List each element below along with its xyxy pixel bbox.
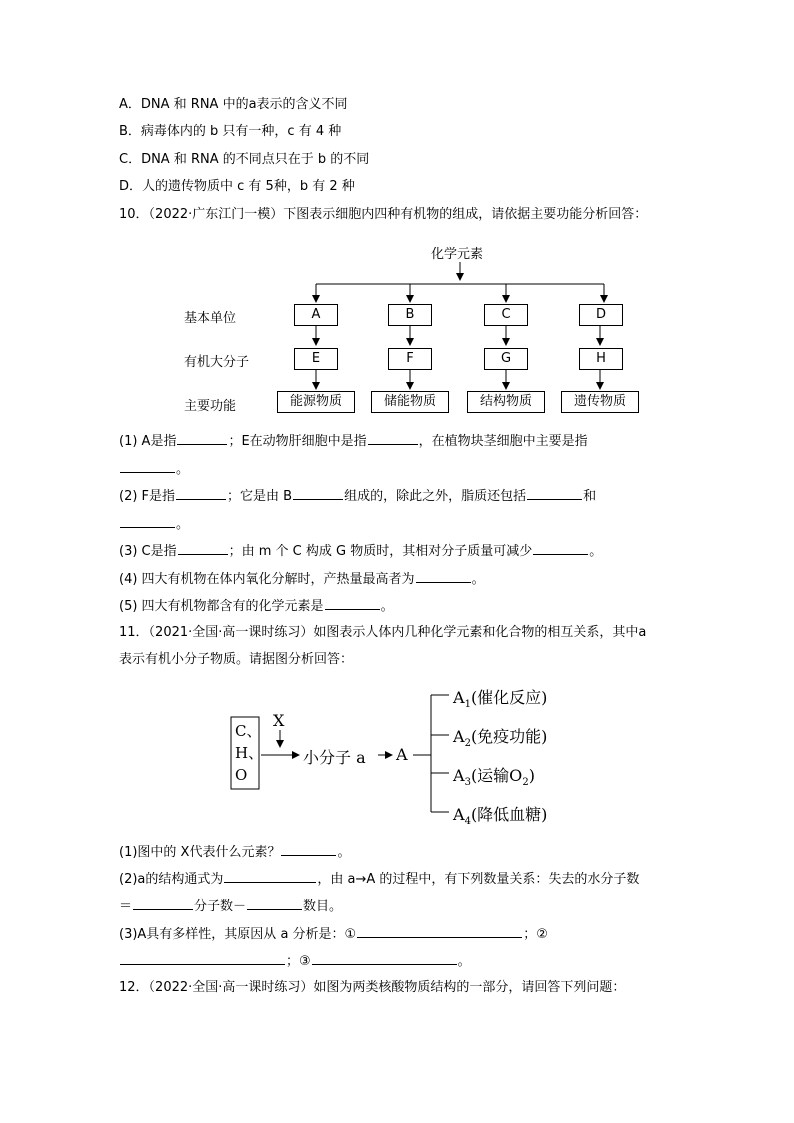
macro-box-h: H (579, 348, 623, 370)
small-molecule-a-label: 小分子 a (303, 748, 366, 767)
answer-blank[interactable] (357, 924, 522, 938)
branch-a4: $A_4$(降低血糖) (453, 805, 548, 828)
function-box-genetic: 遗传物质 (561, 391, 639, 413)
q11-sub2: (2)a的结构通式为 ，由 a→A 的过程中，有下列数量关系：失去的水分子数 (119, 869, 639, 889)
row-label-basic-unit: 基本单位 (184, 311, 237, 326)
q10-sub1: (1) A是指 ；E在动物肝细胞中是指 ，在植物块茎细胞中主要是指 (119, 431, 588, 451)
chem-elements-label: 化学元素 (431, 247, 484, 262)
unit-box-a: A (294, 304, 338, 326)
elements-box-text: C、 H、 O (235, 722, 264, 784)
q10-sub4: (4) 四大有机物在体内氧化分解时，产热量最高者为 。 (119, 569, 485, 589)
q11-header-line2: 表示有机小分子物质。请据图分析回答： (119, 652, 354, 667)
answer-blank[interactable] (120, 951, 285, 965)
macro-box-e: E (294, 348, 338, 370)
option-b: B．病毒体内的 b 只有一种，c 有 4 种 (119, 124, 342, 139)
row-label-function: 主要功能 (184, 399, 237, 414)
answer-blank[interactable] (224, 869, 316, 883)
answer-blank[interactable] (247, 896, 302, 910)
row-label-macromolecule: 有机大分子 (184, 355, 250, 370)
answer-blank[interactable] (281, 842, 336, 856)
q11-sub1: (1)图中的 X代表什么元素？ 。 (119, 842, 350, 862)
q11-sub2-cont: ＝ 分子数－ 数目。 (119, 896, 342, 916)
unit-box-c: C (484, 304, 528, 326)
option-a: A．DNA 和 RNA 中的a表示的含义不同 (119, 97, 348, 112)
q10-sub2: (2) F是指 ；它是由 B 组成的，除此之外，脂质还包括 和 (119, 486, 596, 506)
option-d: D．人的遗传物质中 c 有 5种，b 有 2 种 (119, 179, 355, 194)
q10-header: 10．（2022·广东江门一模）下图表示细胞内四种有机物的组成，请依据主要功能分析回答： (119, 207, 648, 222)
unit-box-b: B (388, 304, 432, 326)
branch-a3: $A_3$(运输$O_2$) (453, 766, 535, 789)
answer-blank[interactable] (133, 896, 193, 910)
q10-sub1-cont: 。 (119, 459, 189, 479)
function-box-storage: 储能物质 (371, 391, 449, 413)
q12-header: 12．（2022·全国·高一课时练习）如图为两类核酸物质结构的一部分，请回答下列问题： (119, 980, 626, 995)
function-box-energy: 能源物质 (277, 391, 355, 413)
q10-sub5: (5) 四大有机物都含有的化学元素是 。 (119, 596, 394, 616)
q11-sub3-cont: ；③ 。 (119, 951, 471, 971)
q10-sub2-cont: 。 (119, 514, 189, 534)
macro-box-f: F (388, 348, 432, 370)
q11-header-line1: 11．（2021·全国·高一课时练习）如图表示人体内几种化学元素和化合物的相互关系，其中a (119, 625, 647, 640)
option-c: C．DNA 和 RNA 的不同点只在于 b 的不同 (119, 152, 370, 167)
x-element-label: X (273, 711, 285, 730)
branch-a2: $A_2$(免疫功能) (453, 727, 548, 750)
unit-box-d: D (579, 304, 623, 326)
protein-a-label: A (396, 745, 408, 764)
function-box-structure: 结构物质 (467, 391, 545, 413)
macro-box-g: G (484, 348, 528, 370)
q11-sub3: (3)A具有多样性，其原因从 a 分析是：① ；② (119, 924, 548, 944)
answer-blank[interactable] (312, 951, 457, 965)
branch-a1: $A_1$(催化反应) (453, 688, 548, 711)
q10-sub3: (3) C是指 ；由 m 个 C 构成 G 物质时，其相对分子质量可减少 。 (119, 541, 602, 561)
